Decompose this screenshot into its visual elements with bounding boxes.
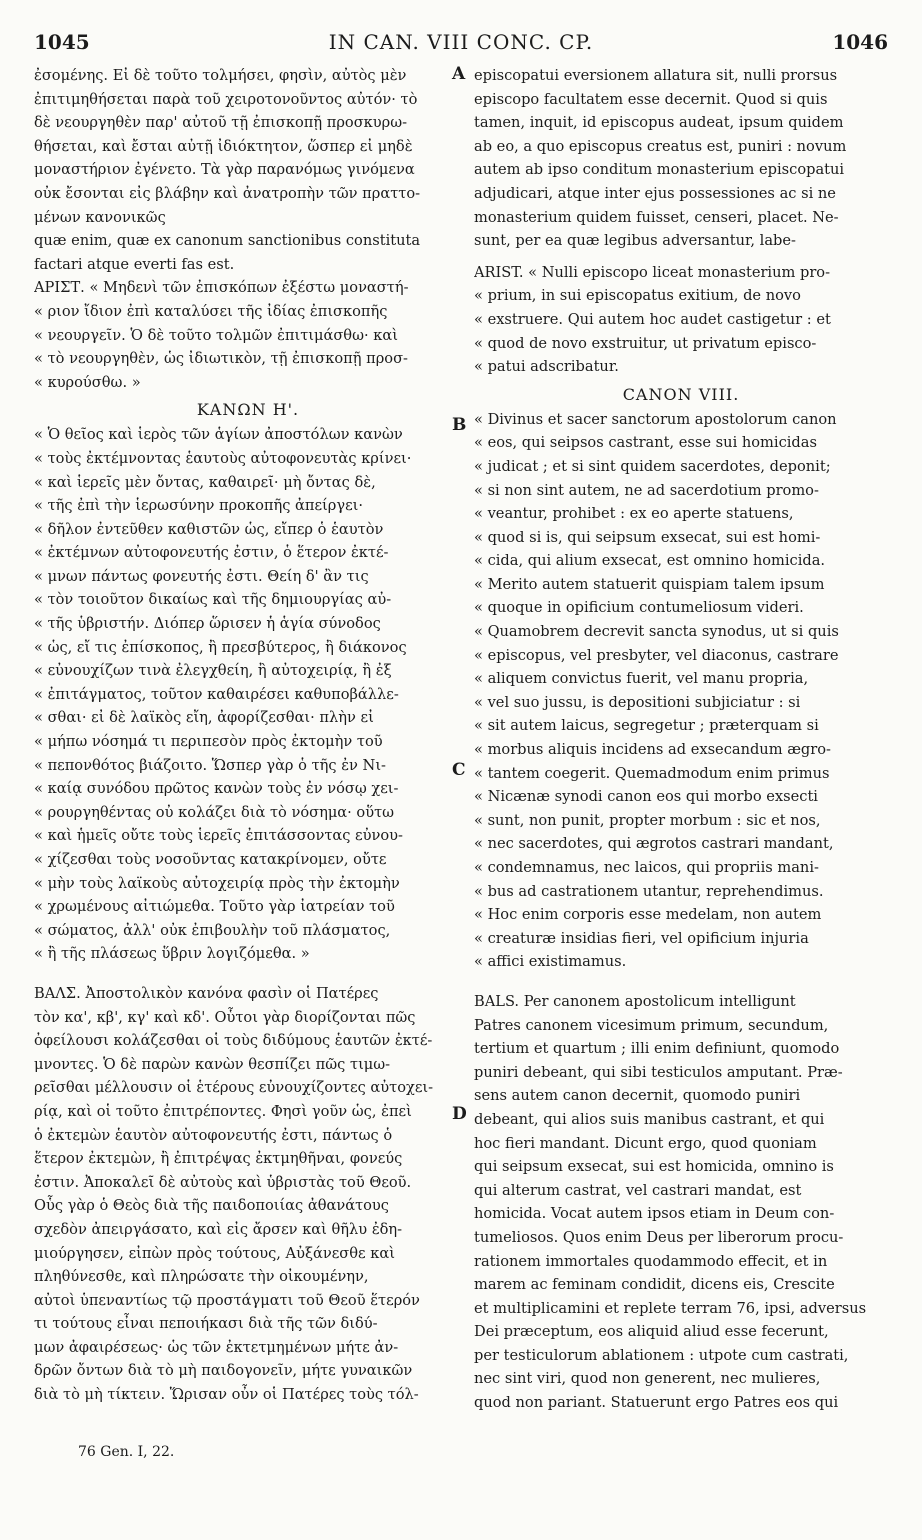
text-line: « καὶ ἡμεῖς οὔτε τοὺς ἱερεῖς ἐπιτάσσοντας εὐνου- [34,827,403,845]
intro-latin-right [474,64,888,253]
greek-column [34,64,462,1407]
text-line: ἐστιν. Ἀποκαλεῖ δὲ αὐτοὺς καὶ ὑβριστὰς τοῦ Θεοῦ. [34,1173,412,1191]
margin-marker-c: C [452,760,466,780]
text-line: Patres canonem vicesimum primum, secundum, [474,1016,829,1034]
text-line: μνοντες. Ὁ δὲ παρὼν κανὼν θεσπίζει πῶς τιμω- [34,1055,391,1073]
text-line: « μνων πάντως φονευτής ἐστι. Θείη δ' ἂν τις [34,567,369,585]
text-line: τι τούτους εἶναι πεποιήκασι διὰ τῆς τῶν διδύ- [34,1315,378,1333]
text-line: autem ab ipso conditum monasterium episcopatui [474,161,845,179]
text-line: « μὴν τοὺς λαϊκοὺς αὐτοχειρίᾳ πρὸς τὴν ἐκτομὴν [34,874,400,892]
text-line: « καίᾳ συνόδου πρῶτος κανὼν τοὺς ἐν νόσῳ χει- [34,780,399,798]
text-line: per testiculorum ablationem : utpote cum castrati, [474,1346,849,1364]
text-line: « ἐκτέμνων αὐτοφονευτής ἐστιν, ὁ ἕτερον ἐκτέ- [34,544,389,562]
text-line: ρίᾳ, καὶ οἱ τοῦτο ἐπιτρέποντες. Φησὶ γοῦν ὡς, ἐπεὶ [34,1102,412,1120]
text-line: qui alterum castrat, vel castrari mandat, est [474,1181,802,1199]
text-line: tamen, inquit, id episcopus audeat, ipsum quidem [474,114,844,132]
text-line: ἐσομένης. Εἰ δὲ τοῦτο τολμήσει, φησὶν, αὐτὸς μὲν [34,67,407,84]
text-line: « si non sint autem, ne ad sacerdotium promo- [474,481,819,499]
text-line: et multiplicamini et replete terram 76, ipsi, adversus [474,1299,867,1317]
text-line: αὐτοὶ ὑπεναντίως τῷ προστάγματι τοῦ Θεοῦ ἕτερόν [34,1291,420,1309]
text-line: « κυρούσθω. » [34,373,141,391]
text-line: nec sint viri, quod non generent, nec mulieres, [474,1370,821,1388]
text-line: « τῆς ἐπὶ τὴν ἱερωσύνην προκοπῆς ἀπείργει· [34,497,363,515]
text-line: « tantem coegerit. Quemadmodum enim primus [474,764,830,782]
text-line: « quod si is, qui seipsum exsecat, sui est homi- [474,528,821,546]
text-line: episcopatui eversionem allatura sit, nulli prorsus [474,67,838,84]
running-header [34,30,888,64]
text-line: quæ enim, quæ ex canonum sanctionibus constituta [34,232,421,250]
page-number-right: 1046 [832,30,888,54]
text-line: « bus ad castrationem utantur, reprehendimus. [474,882,824,900]
text-line: « affici existimamus. [474,953,627,971]
text-line: τὸν κα', κβ', κγ' καὶ κδ'. Οὗτοι γὰρ διορίζονται πῶς [34,1008,416,1026]
text-line: « Merito autem statuerit quispiam talem ipsum [474,575,825,593]
text-line: « judicat ; et si sint quidem sacerdotes, deponit; [474,457,831,475]
text-line: « τὸ νεουργηθὲν, ὡς ἰδιωτικὸν, τῇ ἐπισκοπῇ προσ- [34,350,408,368]
text-line: « Ὁ θεῖος καὶ ἱερὸς τῶν ἁγίων ἀποστόλων κανὼν [34,426,403,444]
text-line: « Nicænæ synodi canon eos qui morbo exsecti [474,788,818,806]
text-line: οὐκ ἔσονται εἰς βλάβην καὶ ἀνατροπὴν τῶν πραττο- [34,184,421,202]
text-line: ἕτερον ἐκτεμὼν, ἢ ἐπιτρέψας ἐκτμηθῆναι, φονεύς [34,1150,403,1168]
text-line: « χίζεσθαι τοὺς νοσοῦντας κατακρίνομεν, οὔτε [34,851,387,868]
text-line: « exstruere. Qui autem hoc audet castigetur : et [474,310,831,328]
text-line: puniri debeant, qui sibi testiculos amputant. Præ- [474,1063,843,1081]
text-line: « χρωμένους αἰτιώμεθα. Τοῦτο γὰρ ἰατρείαν τοῦ [34,898,395,916]
text-line: « δῆλον ἐντεῦθεν καθιστῶν ὡς, εἴπερ ὁ ἑαυτὸν [34,520,384,538]
text-line: « quod de novo exstruitur, ut privatum episco- [474,334,817,352]
text-line: « veantur, prohibet : ex eo aperte statuens, [474,505,794,523]
text-line: « sit autem laicus, segregetur ; præterquam si [474,717,819,735]
margin-marker-b: B [452,415,467,435]
text-line: tertium et quartum ; illi enim definiunt, quomodo [474,1040,840,1058]
text-line: « morbus aliquis incidens ad exsecandum ægro- [474,741,831,759]
text-line: « σθαι· εἰ δὲ λαϊκὸς εἴη, ἀφορίζεσθαι· πλὴν εἰ [34,709,374,727]
text-line: « quoque in opificium contumeliosum videri. [474,599,804,617]
text-line: μιούργησεν, εἰπὼν πρὸς τούτους, Αὐξάνεσθε καὶ [34,1244,395,1262]
text-line: μένων κανονικῶς [34,208,166,226]
text-line: monasterium quidem fuisset, censeri, placet. Ne- [474,208,839,226]
text-line: factari atque everti fas est. [34,255,235,273]
text-line: Οὗς γὰρ ὁ Θεὸς διὰ τῆς παιδοποιίας ἀθανάτους [34,1197,389,1215]
arist-greek [34,276,462,394]
text-line: θήσεται, καὶ ἔσται αὐτῇ ἰδιόκτητον, ὥσπερ εἰ μηδὲ [34,137,413,155]
text-line: ΑΡΙΣΤ. « Μηδενὶ τῶν ἐπισκόπων ἐξέστω μοναστή- [34,279,409,297]
canon-heading-latin: CANON VIII. [622,384,740,404]
text-line: « ρουργηθέντας οὐ κολάζει διὰ τὸ νόσημα· οὕτω [34,803,395,821]
text-line: « Divinus et sacer sanctorum apostolorum canon [474,410,837,428]
text-line: « ἐπιτάγματος, τοῦτον καθαιρέσει καθυποβάλλε- [34,685,399,703]
text-line: « prium, in sui episcopatus exitium, de novo [474,287,801,305]
text-line: « patui adscribatur. [474,358,619,376]
text-line: « Quamobrem decrevit sancta synodus, ut si quis [474,623,839,641]
text-line: BALS. Per canonem apostolicum intelligunt [474,992,796,1010]
text-line: « ριον ἴδιον ἐπὶ καταλύσει τῆς ἰδίας ἐπισκοπῆς [34,302,388,320]
text-line: « eos, qui seipsos castrant, esse sui homicidas [474,434,817,452]
text-line: ὁ ἐκτεμὼν ἑαυτὸν αὐτοφονευτής ἐστι, πάντως ὁ [34,1126,393,1144]
text-line: debeant, qui alios suis manibus castrant, et qui [474,1110,825,1128]
text-line: δὲ νεουργηθὲν παρ' αὐτοῦ τῇ ἐπισκοπῇ προσκυρω- [34,114,408,132]
text-line: qui seipsum exsecat, sui est homicida, omnino is [474,1158,834,1176]
text-line: « μήπω νόσημά τι περιπεσὸν πρὸς ἐκτομὴν τοῦ [34,733,383,751]
bals-greek-commentary [34,982,462,1407]
text-line: « καὶ ἱερεῖς μὲν ὄντας, καθαιρεῖ· μὴ ὄντας δὲ, [34,473,376,491]
text-line: « σώματος, ἀλλ' οὐκ ἐπιβουλὴν τοῦ πλάσματος, [34,921,391,939]
text-line: ρεῖσθαι μέλλουσιν οἱ ἑτέρους εὐνουχίζοντες αὐτοχει- [34,1079,434,1097]
text-line: ΒΑΛΣ. Ἀποστολικὸν κανόνα φασὶν οἱ Πατέρες [34,984,379,1002]
text-line: adjudicari, atque inter ejus possessiones ac si ne [474,184,836,202]
text-line: « condemnamus, nec laicos, qui propriis mani- [474,859,819,876]
text-line: « vel suo jussu, is depositioni subjiciatur : si [474,693,801,711]
arist-latin [474,261,888,379]
text-line: ab eo, a quo episcopus creatus est, puniri : novum [474,137,847,155]
text-line: « ὡς, εἴ τις ἐπίσκοπος, ἢ πρεσβύτερος, ἢ διάκονος [34,638,407,656]
text-line: marem ac feminam condidit, dicens eis, Crescite [474,1276,835,1294]
intro-latin-left [34,229,462,276]
text-line: « nec sacerdotes, qui ægrotos castrari mandant, [474,835,834,853]
text-line: « sunt, non punit, propter morbum : sic et nos, [474,811,821,829]
text-line: « creaturæ insidias fieri, vel opificium injuria [474,929,809,947]
text-line: Dei præceptum, eos aliquid aliud esse fecerunt, [474,1323,829,1341]
text-line: δρῶν ὄντων διὰ τὸ μὴ παιδογονεῖν, μήτε γυναικῶν [34,1362,413,1380]
text-line: « τῆς ὑβριστήν. Διόπερ ὥρισεν ἡ ἁγία σύνοδος [34,615,381,633]
text-line: « νεουργεῖν. Ὁ δὲ τοῦτο τολμῶν ἐπιτιμάσθω· καὶ [34,326,398,344]
text-line: μοναστήριον ἐγένετο. Τὰ γὰρ παρανόμως γινόμενα [34,161,415,179]
text-line: ἐπιτιμηθήσεται παρὰ τοῦ χειροτονοῦντος αὐτόν· τὸ [34,90,418,108]
text-line: « πεπονθότος βιάζοιτο. Ὥσπερ γὰρ ὁ τῆς ἐν Νι- [34,756,386,774]
text-line: « cida, qui alium exsecat, est omnino homicida. [474,552,826,570]
canon-latin-text [474,408,888,974]
text-line: « τοὺς ἐκτέμνοντας ἑαυτοὺς αὐτοφονευτὰς κρίνει· [34,449,412,467]
bals-latin-commentary [474,990,888,1415]
text-line: sunt, per ea quæ legibus adversantur, labe- [474,232,796,250]
footnote: 76 Gen. I, 22. [78,1444,175,1460]
text-line: quod non pariant. Statuerunt ergo Patres eos qui [474,1394,839,1412]
text-line: σχεδὸν ἀπειργάσατο, καὶ εἰς ἄρσεν καὶ θῆλυ ἐδη- [34,1220,403,1238]
text-line: διὰ τὸ μὴ τίκτειν. Ὥρισαν οὖν οἱ Πατέρες τοὺς τόλ- [34,1386,419,1404]
text-line: « εὐνουχίζων τινὰ ἐλεγχθείη, ἢ αὐτοχειρίᾳ, ἢ ἐξ [34,662,392,680]
text-line: rationem immortales quodammodo effecit, et in [474,1252,828,1270]
text-line: sens autem canon decernit, quomodo puniri [474,1087,801,1105]
running-title: IN CAN. VIII CONC. CP. [328,30,594,54]
text-line: tumeliosos. Quos enim Deus per liberorum procu- [474,1228,844,1246]
margin-marker-d: D [452,1104,467,1124]
text-line: ὀφείλουσι κολάζεσθαι οἱ τοὺς διδύμους ἑαυτῶν ἐκτέ- [34,1032,433,1050]
text-line: episcopo facultatem esse decernit. Quod si quis [474,90,828,108]
text-line: μων ἀφαιρέσεως· ὡς τῶν ἐκτετμημένων μήτε ἀν- [34,1338,399,1356]
text-line: « Hoc enim corporis esse medelam, non autem [474,906,822,924]
canon-heading-greek: ΚΑΝΩΝ Η'. [196,400,300,420]
text-line: ARIST. « Nulli episcopo liceat monasterium pro- [474,263,831,281]
text-line: hoc fieri mandant. Dicunt ergo, quod quoniam [474,1134,817,1152]
text-line: πληθύνεσθε, καὶ πληρώσατε τὴν οἰκουμένην, [34,1268,369,1286]
canon-greek-text [34,423,462,966]
latin-column [474,64,888,1415]
text-line: « τὸν τοιοῦτον δικαίως καὶ τῆς δημιουργίας αὐ- [34,591,392,609]
text-line: « ἢ τῆς πλάσεως ὕβριν λογιζόμεθα. » [34,945,310,963]
text-line: homicida. Vocat autem ipsos etiam in Deum con- [474,1205,835,1223]
margin-marker-a: A [452,64,466,84]
text-line: « episcopus, vel presbyter, vel diaconus, castrare [474,646,839,664]
text-line: « aliquem convictus fuerit, vel manu propria, [474,670,809,688]
page-number-left: 1045 [34,30,90,54]
intro-greek [34,64,462,229]
